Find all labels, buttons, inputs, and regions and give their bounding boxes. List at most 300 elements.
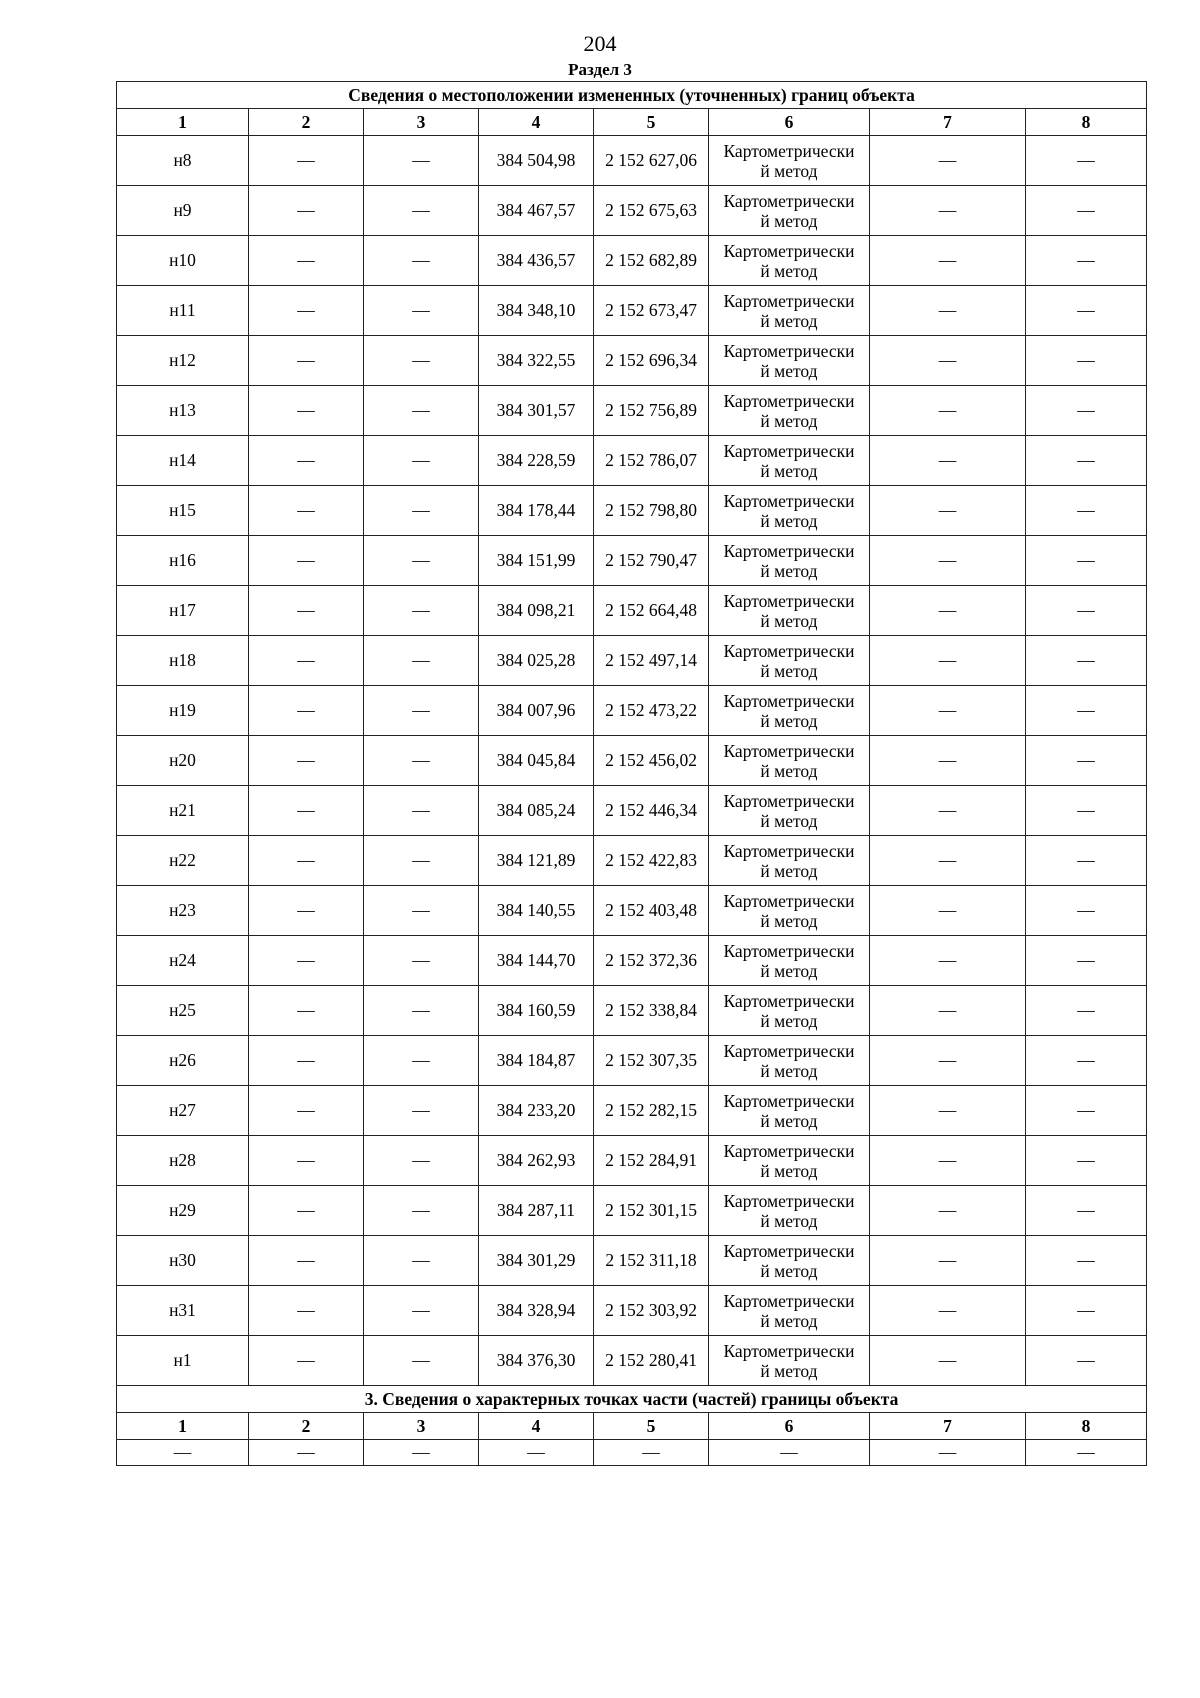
y-coordinate-cell: 2 152 664,48 (594, 586, 709, 636)
point-name-cell: н20 (117, 736, 249, 786)
column-7-cell: — (870, 536, 1026, 586)
method-line-1: Картометрически (723, 490, 855, 511)
column-7-cell: — (870, 486, 1026, 536)
method-cell (709, 1186, 870, 1236)
column-7-cell: — (870, 1136, 1026, 1186)
column-7-cell: — (870, 736, 1026, 786)
column-3-cell: — (364, 1086, 479, 1136)
point-name-cell: н27 (117, 1086, 249, 1136)
point-name-cell: н21 (117, 786, 249, 836)
column-8-cell: — (1026, 1186, 1147, 1236)
method-line-2: й метод (760, 610, 818, 631)
table-row (117, 536, 1147, 586)
y-coordinate-cell: 2 152 790,47 (594, 536, 709, 586)
table-row (117, 636, 1147, 686)
x-coordinate-cell: 384 160,59 (479, 986, 594, 1036)
column-8-cell: — (1026, 486, 1147, 536)
method-line-1: Картометрически (723, 1140, 855, 1161)
column-7-cell: — (870, 1236, 1026, 1286)
column-3-cell: — (364, 686, 479, 736)
method-cell (709, 1286, 870, 1336)
method-cell (709, 886, 870, 936)
table-row (117, 986, 1147, 1036)
y-coordinate-cell: 2 152 338,84 (594, 986, 709, 1036)
x-coordinate-cell: 384 151,99 (479, 536, 594, 586)
part-empty-cell: — (594, 1440, 709, 1466)
column-2-cell: — (249, 1336, 364, 1386)
point-name-cell: н11 (117, 286, 249, 336)
table-row (117, 936, 1147, 986)
x-coordinate-cell: 384 144,70 (479, 936, 594, 986)
method-line-1: Картометрически (723, 1040, 855, 1061)
part-column-header: 6 (709, 1413, 870, 1440)
column-3-cell: — (364, 1136, 479, 1186)
y-coordinate-cell: 2 152 403,48 (594, 886, 709, 936)
column-7-cell: — (870, 1086, 1026, 1136)
column-8-cell: — (1026, 386, 1147, 436)
point-name-cell: н26 (117, 1036, 249, 1086)
table-row (117, 286, 1147, 336)
x-coordinate-cell: 384 233,20 (479, 1086, 594, 1136)
column-3-cell: — (364, 786, 479, 836)
table-row (117, 336, 1147, 386)
method-cell (709, 136, 870, 186)
method-line-2: й метод (760, 960, 818, 981)
y-coordinate-cell: 2 152 456,02 (594, 736, 709, 786)
column-2-cell: — (249, 736, 364, 786)
column-8-cell: — (1026, 686, 1147, 736)
column-header: 6 (709, 109, 870, 136)
method-cell (709, 836, 870, 886)
column-8-cell: — (1026, 136, 1147, 186)
column-8-cell: — (1026, 636, 1147, 686)
method-cell (709, 336, 870, 386)
method-line-2: й метод (760, 510, 818, 531)
method-line-1: Картометрически (723, 940, 855, 961)
method-line-2: й метод (760, 210, 818, 231)
part-empty-row (117, 1440, 1147, 1466)
table-row (117, 386, 1147, 436)
column-2-cell: — (249, 186, 364, 236)
x-coordinate-cell: 384 045,84 (479, 736, 594, 786)
column-7-cell: — (870, 986, 1026, 1036)
y-coordinate-cell: 2 152 307,35 (594, 1036, 709, 1086)
column-2-cell: — (249, 1186, 364, 1236)
x-coordinate-cell: 384 436,57 (479, 236, 594, 286)
method-cell (709, 586, 870, 636)
point-name-cell: н22 (117, 836, 249, 886)
method-line-2: й метод (760, 160, 818, 181)
table-row (117, 1236, 1147, 1286)
column-7-cell: — (870, 886, 1026, 936)
method-line-2: й метод (760, 1060, 818, 1081)
column-7-cell: — (870, 186, 1026, 236)
y-coordinate-cell: 2 152 303,92 (594, 1286, 709, 1336)
column-7-cell: — (870, 1186, 1026, 1236)
method-line-2: й метод (760, 260, 818, 281)
column-3-cell: — (364, 836, 479, 886)
y-coordinate-cell: 2 152 756,89 (594, 386, 709, 436)
part-column-header: 5 (594, 1413, 709, 1440)
part-empty-cell: — (117, 1440, 249, 1466)
x-coordinate-cell: 384 287,11 (479, 1186, 594, 1236)
y-coordinate-cell: 2 152 473,22 (594, 686, 709, 736)
column-8-cell: — (1026, 786, 1147, 836)
point-name-cell: н10 (117, 236, 249, 286)
table-row (117, 686, 1147, 736)
method-line-1: Картометрически (723, 890, 855, 911)
column-8-cell: — (1026, 1236, 1147, 1286)
part-column-header: 7 (870, 1413, 1026, 1440)
y-coordinate-cell: 2 152 675,63 (594, 186, 709, 236)
table-row (117, 236, 1147, 286)
x-coordinate-cell: 384 121,89 (479, 836, 594, 886)
column-3-cell: — (364, 436, 479, 486)
method-cell (709, 486, 870, 536)
column-header: 1 (117, 109, 249, 136)
point-name-cell: н1 (117, 1336, 249, 1386)
part-empty-cell: — (870, 1440, 1026, 1466)
method-line-1: Картометрически (723, 690, 855, 711)
column-7-cell: — (870, 286, 1026, 336)
method-line-2: й метод (760, 860, 818, 881)
method-cell (709, 686, 870, 736)
table-row (117, 836, 1147, 886)
part-column-header: 4 (479, 1413, 594, 1440)
column-2-cell: — (249, 936, 364, 986)
table-row (117, 736, 1147, 786)
y-coordinate-cell: 2 152 446,34 (594, 786, 709, 836)
column-8-cell: — (1026, 1036, 1147, 1086)
method-line-2: й метод (760, 410, 818, 431)
method-cell (709, 636, 870, 686)
x-coordinate-cell: 384 085,24 (479, 786, 594, 836)
part-empty-cell: — (1026, 1440, 1147, 1466)
column-7-cell: — (870, 136, 1026, 186)
table-row (117, 786, 1147, 836)
part-empty-cell: — (709, 1440, 870, 1466)
method-cell (709, 286, 870, 336)
point-name-cell: н28 (117, 1136, 249, 1186)
x-coordinate-cell: 384 178,44 (479, 486, 594, 536)
column-3-cell: — (364, 336, 479, 386)
column-3-cell: — (364, 486, 479, 536)
column-7-cell: — (870, 436, 1026, 486)
y-coordinate-cell: 2 152 280,41 (594, 1336, 709, 1386)
y-coordinate-cell: 2 152 422,83 (594, 836, 709, 886)
column-8-cell: — (1026, 336, 1147, 386)
column-2-cell: — (249, 1036, 364, 1086)
column-3-cell: — (364, 986, 479, 1036)
method-line-1: Картометрически (723, 240, 855, 261)
method-line-1: Картометрически (723, 540, 855, 561)
point-name-cell: н31 (117, 1286, 249, 1336)
column-header: 3 (364, 109, 479, 136)
column-8-cell: — (1026, 936, 1147, 986)
table-row (117, 586, 1147, 636)
y-coordinate-cell: 2 152 284,91 (594, 1136, 709, 1186)
column-3-cell: — (364, 1186, 479, 1236)
method-line-2: й метод (760, 560, 818, 581)
x-coordinate-cell: 384 348,10 (479, 286, 594, 336)
method-line-2: й метод (760, 1160, 818, 1181)
column-3-cell: — (364, 936, 479, 986)
column-2-cell: — (249, 686, 364, 736)
method-line-1: Картометрически (723, 640, 855, 661)
method-cell (709, 536, 870, 586)
column-3-cell: — (364, 186, 479, 236)
method-cell (709, 1136, 870, 1186)
column-7-cell: — (870, 936, 1026, 986)
method-cell (709, 186, 870, 236)
method-line-2: й метод (760, 460, 818, 481)
method-line-1: Картометрически (723, 740, 855, 761)
column-7-cell: — (870, 586, 1026, 636)
method-line-2: й метод (760, 1110, 818, 1131)
table-row (117, 1186, 1147, 1236)
column-2-cell: — (249, 136, 364, 186)
point-name-cell: н9 (117, 186, 249, 236)
method-line-2: й метод (760, 760, 818, 781)
section-title: Раздел 3 (568, 60, 632, 79)
table-row (117, 1136, 1147, 1186)
table-row (117, 1336, 1147, 1386)
method-line-1: Картометрически (723, 1190, 855, 1211)
column-2-cell: — (249, 786, 364, 836)
x-coordinate-cell: 384 301,57 (479, 386, 594, 436)
part-empty-cell: — (364, 1440, 479, 1466)
column-8-cell: — (1026, 1136, 1147, 1186)
method-cell (709, 986, 870, 1036)
column-3-cell: — (364, 1036, 479, 1086)
column-3-cell: — (364, 386, 479, 436)
x-coordinate-cell: 384 467,57 (479, 186, 594, 236)
column-3-cell: — (364, 236, 479, 286)
method-line-1: Картометрически (723, 590, 855, 611)
y-coordinate-cell: 2 152 798,80 (594, 486, 709, 536)
column-8-cell: — (1026, 736, 1147, 786)
method-line-1: Картометрически (723, 1290, 855, 1311)
y-coordinate-cell: 2 152 497,14 (594, 636, 709, 686)
point-name-cell: н12 (117, 336, 249, 386)
part-column-header: 1 (117, 1413, 249, 1440)
point-name-cell: н19 (117, 686, 249, 736)
column-2-cell: — (249, 636, 364, 686)
part-column-header: 8 (1026, 1413, 1147, 1440)
part-empty-cell: — (249, 1440, 364, 1466)
point-name-cell: н29 (117, 1186, 249, 1236)
column-8-cell: — (1026, 836, 1147, 886)
method-line-1: Картометрически (723, 790, 855, 811)
x-coordinate-cell: 384 262,93 (479, 1136, 594, 1186)
column-8-cell: — (1026, 1086, 1147, 1136)
column-3-cell: — (364, 1286, 479, 1336)
column-3-cell: — (364, 886, 479, 936)
method-cell (709, 786, 870, 836)
column-2-cell: — (249, 886, 364, 936)
y-coordinate-cell: 2 152 696,34 (594, 336, 709, 386)
column-2-cell: — (249, 1236, 364, 1286)
boundary-table (116, 81, 1147, 1466)
y-coordinate-cell: 2 152 301,15 (594, 1186, 709, 1236)
column-3-cell: — (364, 1336, 479, 1386)
column-7-cell: — (870, 636, 1026, 686)
column-8-cell: — (1026, 436, 1147, 486)
method-cell (709, 386, 870, 436)
column-2-cell: — (249, 336, 364, 386)
column-8-cell: — (1026, 1336, 1147, 1386)
method-line-2: й метод (760, 660, 818, 681)
table-row (117, 1086, 1147, 1136)
column-3-cell: — (364, 536, 479, 586)
column-2-cell: — (249, 1286, 364, 1336)
column-2-cell: — (249, 1136, 364, 1186)
x-coordinate-cell: 384 504,98 (479, 136, 594, 186)
x-coordinate-cell: 384 184,87 (479, 1036, 594, 1086)
part-column-header: 2 (249, 1413, 364, 1440)
column-7-cell: — (870, 686, 1026, 736)
column-2-cell: — (249, 436, 364, 486)
method-line-2: й метод (760, 1210, 818, 1231)
column-2-cell: — (249, 986, 364, 1036)
method-line-2: й метод (760, 910, 818, 931)
x-coordinate-cell: 384 322,55 (479, 336, 594, 386)
table-caption: Сведения о местоположении измененных (уточненных) границ объекта (117, 82, 1147, 109)
column-8-cell: — (1026, 886, 1147, 936)
column-2-cell: — (249, 386, 364, 436)
table-row (117, 1286, 1147, 1336)
table-row (117, 486, 1147, 536)
method-cell (709, 436, 870, 486)
method-line-2: й метод (760, 810, 818, 831)
column-7-cell: — (870, 1036, 1026, 1086)
point-name-cell: н30 (117, 1236, 249, 1286)
column-7-cell: — (870, 236, 1026, 286)
column-header: 8 (1026, 109, 1147, 136)
method-cell (709, 1336, 870, 1386)
column-7-cell: — (870, 336, 1026, 386)
column-header-row (117, 109, 1147, 136)
column-3-cell: — (364, 636, 479, 686)
method-cell (709, 1036, 870, 1086)
method-line-2: й метод (760, 1010, 818, 1031)
method-cell (709, 1086, 870, 1136)
method-line-2: й метод (760, 710, 818, 731)
column-7-cell: — (870, 386, 1026, 436)
column-2-cell: — (249, 536, 364, 586)
column-2-cell: — (249, 1086, 364, 1136)
column-8-cell: — (1026, 236, 1147, 286)
method-line-1: Картометрически (723, 440, 855, 461)
column-header: 4 (479, 109, 594, 136)
method-line-1: Картометрически (723, 190, 855, 211)
method-line-1: Картометрически (723, 390, 855, 411)
method-cell (709, 736, 870, 786)
column-8-cell: — (1026, 186, 1147, 236)
y-coordinate-cell: 2 152 786,07 (594, 436, 709, 486)
column-header: 5 (594, 109, 709, 136)
y-coordinate-cell: 2 152 682,89 (594, 236, 709, 286)
column-3-cell: — (364, 1236, 479, 1286)
y-coordinate-cell: 2 152 311,18 (594, 1236, 709, 1286)
column-2-cell: — (249, 486, 364, 536)
x-coordinate-cell: 384 376,30 (479, 1336, 594, 1386)
point-name-cell: н23 (117, 886, 249, 936)
point-name-cell: н25 (117, 986, 249, 1036)
method-line-1: Картометрически (723, 290, 855, 311)
column-7-cell: — (870, 1286, 1026, 1336)
x-coordinate-cell: 384 007,96 (479, 686, 594, 736)
column-8-cell: — (1026, 1286, 1147, 1336)
x-coordinate-cell: 384 098,21 (479, 586, 594, 636)
column-8-cell: — (1026, 586, 1147, 636)
point-name-cell: н17 (117, 586, 249, 636)
column-2-cell: — (249, 586, 364, 636)
method-line-1: Картометрически (723, 840, 855, 861)
point-name-cell: н18 (117, 636, 249, 686)
point-name-cell: н24 (117, 936, 249, 986)
table-row (117, 1036, 1147, 1086)
column-3-cell: — (364, 136, 479, 186)
column-7-cell: — (870, 1336, 1026, 1386)
column-2-cell: — (249, 236, 364, 286)
column-3-cell: — (364, 736, 479, 786)
part-column-header-row (117, 1413, 1147, 1440)
x-coordinate-cell: 384 301,29 (479, 1236, 594, 1286)
table-row (117, 186, 1147, 236)
column-8-cell: — (1026, 286, 1147, 336)
column-7-cell: — (870, 786, 1026, 836)
x-coordinate-cell: 384 140,55 (479, 886, 594, 936)
method-line-2: й метод (760, 1260, 818, 1281)
y-coordinate-cell: 2 152 627,06 (594, 136, 709, 186)
table-row (117, 886, 1147, 936)
method-line-1: Картометрически (723, 140, 855, 161)
method-line-2: й метод (760, 1310, 818, 1331)
table-row (117, 436, 1147, 486)
point-name-cell: н16 (117, 536, 249, 586)
column-8-cell: — (1026, 986, 1147, 1036)
method-line-2: й метод (760, 360, 818, 381)
column-header: 2 (249, 109, 364, 136)
method-line-2: й метод (760, 1360, 818, 1381)
column-2-cell: — (249, 836, 364, 886)
method-line-1: Картометрически (723, 1090, 855, 1111)
y-coordinate-cell: 2 152 673,47 (594, 286, 709, 336)
column-header: 7 (870, 109, 1026, 136)
x-coordinate-cell: 384 025,28 (479, 636, 594, 686)
method-cell (709, 1236, 870, 1286)
point-name-cell: н8 (117, 136, 249, 186)
y-coordinate-cell: 2 152 282,15 (594, 1086, 709, 1136)
part-empty-cell: — (479, 1440, 594, 1466)
column-7-cell: — (870, 836, 1026, 886)
method-cell (709, 936, 870, 986)
point-name-cell: н15 (117, 486, 249, 536)
part-table-caption: 3. Сведения о характерных точках части (частей) границы объекта (117, 1386, 1147, 1413)
column-8-cell: — (1026, 536, 1147, 586)
table-row (117, 136, 1147, 186)
method-line-1: Картометрически (723, 1340, 855, 1361)
method-line-1: Картометрически (723, 990, 855, 1011)
y-coordinate-cell: 2 152 372,36 (594, 936, 709, 986)
method-cell (709, 236, 870, 286)
column-2-cell: — (249, 286, 364, 336)
part-column-header: 3 (364, 1413, 479, 1440)
point-name-cell: н13 (117, 386, 249, 436)
method-line-2: й метод (760, 310, 818, 331)
page-number: 204 (583, 31, 617, 56)
